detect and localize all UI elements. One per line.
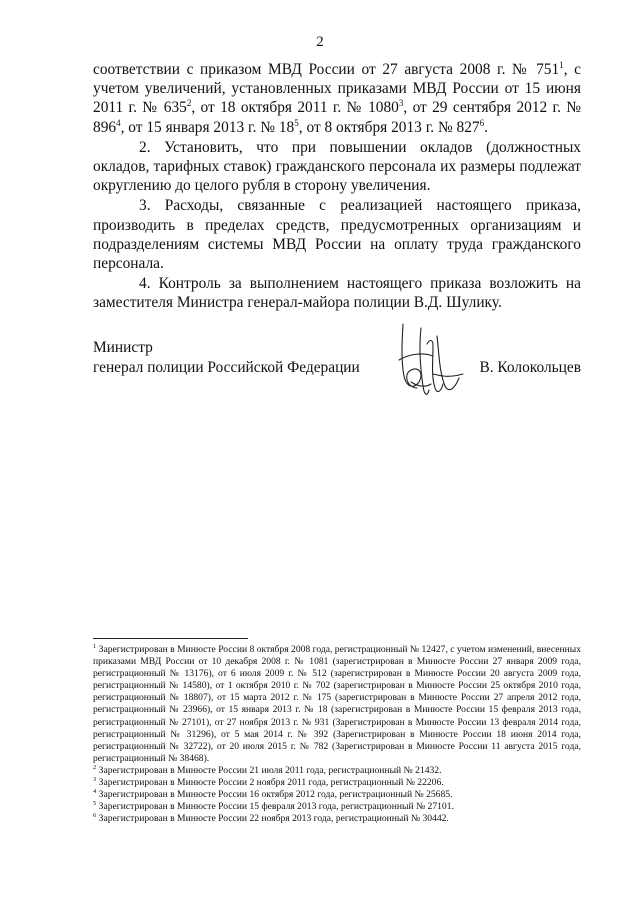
paragraph-1: соответствии с приказом МВД России от 27 августа 2008 г. № $751^1$, с учетом увеличений, установленных приказами МВД России от 15 июня 2011 г. № $635^2$, от 18 октября 2011 г. № 1080$^3$, от 29 сентября 2012 г. № $896^4$, от 15 января 2013 г. № $18^5$, от 8 октября 2013 г. № $827^6$. <box>93 60 581 136</box>
paragraph-2: 2. Установить, что при повышении окладов (должностных окладов, тарифных ставок) гражданского персонала их размеры подлежат округлению до целого рубля в сторону увеличения. <box>93 138 581 195</box>
footnote-ref-2: 2 <box>186 98 192 109</box>
footnote-ref-3: 3 <box>398 98 404 109</box>
footnote-ref-5: 5 <box>294 117 299 128</box>
footnote-ref-1: 1 <box>559 60 564 70</box>
paragraph-4: 4. Контроль за выполнением настоящего приказа возложить на заместителя Министра генерал-майора полиции В.Д. Шулику. <box>93 275 581 312</box>
paragraph-3: 3. Расходы, связанные с реализацией настоящего приказа, производить в пределах средств, предусмотренных организациям и подразделениям системы МВД России на оплату труда гражданского персонала. <box>93 197 581 273</box>
footnote-item: $^2$ Зарегистрирован в Минюсте России 21 июля 2011 года, регистрационный № 21432. <box>93 763 442 776</box>
footnote-ref-6: 6 <box>479 117 485 128</box>
page-number: 2 <box>316 34 324 50</box>
footnote-ref-4: 4 <box>116 117 121 128</box>
footnotes <box>93 644 581 825</box>
signature-block <box>93 338 581 408</box>
order-body <box>93 60 581 313</box>
footnote-item: $^1$ Зарегистрирован в Минюсте России 8 октября 2008 года, регистрационный № 12427, с учетом изменений, внесенных приказами МВД России от 10 декабря 2008 г. № 1081 (зарегистрирован в Минюсте России 27 января 2009 года, регистрационный № 13176), от 6 июля 2009 г. № 512 (зарегистрирован в Минюсте России 20 августа 2009 года, регистрационный № 14580), от 1 октября 2010 г. № 702 (зарегистрирован в Минюсте России 25 октября 2010 года, регистрационный № 18807), от 15 марта 2012 г. № 175 (зарегистрирован в Минюсте России 27 апреля 2012 года, регистрационный № 23966), от 15 января 2013 г. № 18 (зарегистрирован в Минюсте России 15 февраля 2013 года, регистрационный № 27101), от 27 ноября 2013 г. № 931 (Зарегистрирован в Минюсте России 13 февраля 2014 года, регистрационный № 31296), от 5 мая 2014 г. № 392 (Зарегистрирован в Минюсте России 18 июня 2014 года, регистрационный № 32722), от 20 июля 2015 г. № 782 (Зарегистрирован в Минюсте России 11 августа 2015 года, регистрационный № 38468). <box>93 643 581 764</box>
footnote-item: $^5$ Зарегистрирован в Минюсте России 15 февраля 2013 года, регистрационный № 27101. <box>93 800 454 813</box>
signatory-name: В. Колокольцев <box>479 358 581 376</box>
position-line-1: Министр <box>93 339 153 356</box>
footnote-item: $^4$ Зарегистрирован в Минюсте России 16 октября 2012 года, регистрационный № 25685. <box>93 788 453 801</box>
signatory-position <box>93 338 360 377</box>
footnote-item: $^3$ Зарегистрирован в Минюсте России 2 ноября 2011 года, регистрационный № 22206. <box>93 776 444 789</box>
footnote-item: $^6$ Зарегистрирован в Минюсте России 22 ноября 2013 года, регистрационный № 30442. <box>93 812 449 825</box>
position-line-2: генерал полиции Российской Федерации <box>93 358 360 376</box>
handwritten-signature-icon <box>389 316 469 406</box>
footnote-separator <box>93 638 248 639</box>
